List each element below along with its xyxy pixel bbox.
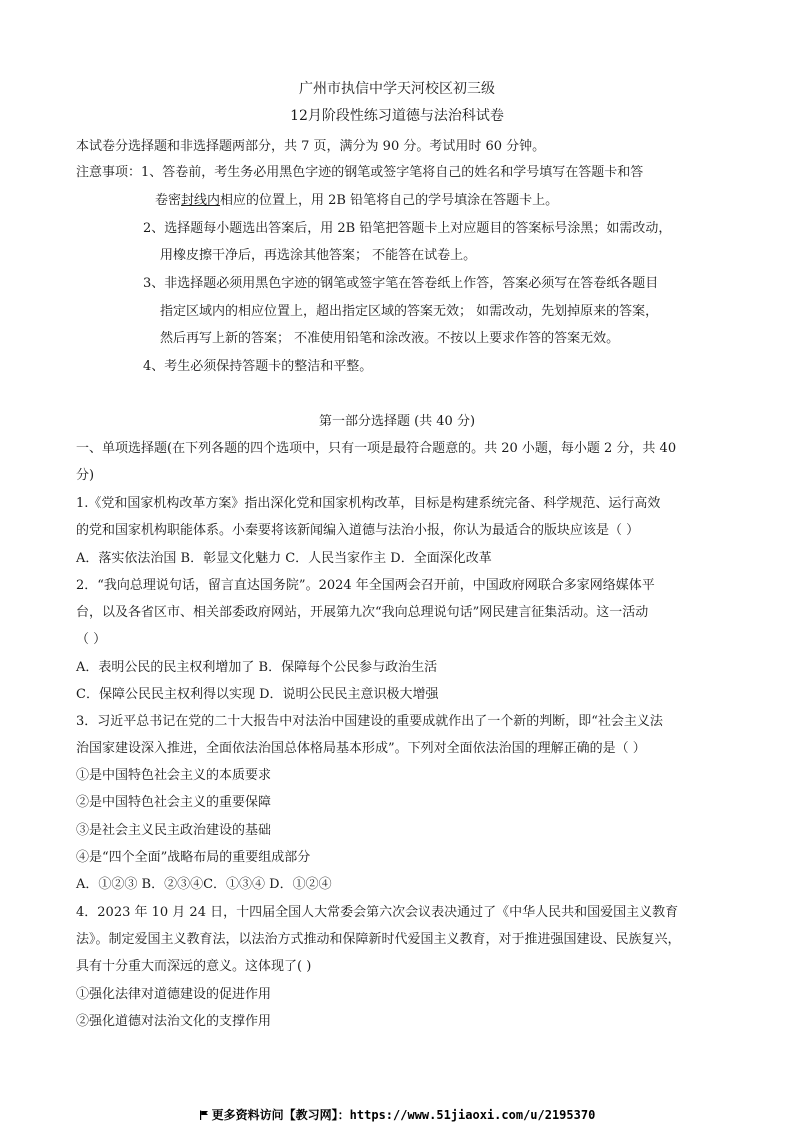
exam-school-title: 广州市执信中学天河校区初三级 <box>299 81 495 97</box>
part-1-heading: 第一部分选择题 (共 40 分) <box>318 414 476 429</box>
question-1-stem-cont: 的党和国家机构职能体系。小秦要将该新闻编入道德与法治小报，你认为最适合的版块应该是（ ） <box>76 523 640 538</box>
flag-icon <box>199 1110 209 1120</box>
notice-2-line-1: 2、选择题每小题选出答案后，用 2B 铅笔把答题卡上对应题目的答案标号涂黑；如需改动， <box>143 221 672 236</box>
question-3-stem-cont: 治国家建设深入推进，全面依法治国总体格局基本形成”。下列对全面依法治国的理解正确的是（ ） <box>76 741 646 756</box>
question-2-blank: （ ） <box>76 632 107 647</box>
section-1-instructions-cont: 分) <box>76 468 95 483</box>
question-1-stem: 1.《党和国家机构改革方案》指出深化党和国家机构改革，目标是构建系统完备、科学规范、运行高效 <box>76 496 661 511</box>
question-2-options-cd: C．保障公民民主权利得以实现 D．说明公民民主意识极大增强 <box>76 687 439 702</box>
notice-3-line-1: 3、非选择题必须用黑色字迹的钢笔或签字笔在答卷纸上作答，答案必须写在答卷纸各题目 <box>143 276 659 291</box>
notice-1-line-2 <box>155 191 558 211</box>
notice-2-line-2: 用橡皮擦干净后，再选涂其他答案； 不能答在试卷上。 <box>160 248 477 263</box>
notice-3-line-3: 然后再写上新的答案； 不准使用铅笔和涂改液。不按以上要求作答的答案无效。 <box>160 331 620 346</box>
question-4-statement-2: ②强化道德对法治文化的支撑作用 <box>76 1014 272 1029</box>
question-2-stem-cont: 台，以及各省区市、相关部委政府网站，开展第九次“我向总理说句话”网民建言征集活动。这一活动 <box>76 605 649 620</box>
question-2-options-ab: A．表明公民的民主权利增加了 B．保障每个公民参与政治生活 <box>76 660 438 675</box>
question-1-options: A．落实依法治国 B．彰显文化魅力 C．人民当家作主 D．全面深化改革 <box>76 551 492 566</box>
question-3-statement-3: ③是社会主义民主政治建设的基础 <box>76 823 272 838</box>
notice-3-line-2: 指定区域内的相应位置上，超出指定区域的答案无效； 如需改动，先划掉原来的答案， <box>160 304 659 319</box>
question-4-stem-cont: 法》。制定爱国主义教育法，以法治方式推动和保障新时代爱国主义教育，对于推进强国建设、民族复兴， <box>76 932 681 947</box>
notice-4: 4、考生必须保持答题卡的整洁和平整。 <box>143 359 373 374</box>
question-3-options: A．①②③ B．②③④C．①③④ D．①②④ <box>76 877 332 892</box>
section-1-instructions: 一、单项选择题(在下列各题的四个选项中，只有一项是最符合题意的。共 20 小题，每小题 2 分，共 40 <box>76 441 677 456</box>
exam-intro: 本试卷分选择题和非选择题两部分，共 7 页，满分为 90 分。考试用时 60 分钟。 <box>76 139 546 154</box>
notice-underlined-text: 封线内 <box>181 193 221 208</box>
question-4-stem-end: 具有十分重大而深远的意义。这体现了( ) <box>76 959 312 974</box>
notice-text: 相应的位置上，用 2B 铅笔将自己的学号填涂在答题卡上。 <box>220 193 559 208</box>
question-3-statement-1: ①是中国特色社会主义的本质要求 <box>76 768 272 783</box>
notice-1-line-1: 注意事项：1、答卷前，考生务必用黑色字迹的钢笔或签字笔将自己的姓名和学号填写在答题卡和答 <box>76 165 644 180</box>
question-3-statement-4: ④是“四个全面”战略布局的重要组成部分 <box>76 850 311 865</box>
question-3-stem: 3．习近平总书记在党的二十大报告中对法治中国建设的重要成就作出了一个新的判断，即“社会主义法 <box>76 714 663 729</box>
question-3-statement-2: ②是中国特色社会主义的重要保障 <box>76 795 272 810</box>
question-4-statement-1: ①强化法律对道德建设的促进作用 <box>76 987 272 1002</box>
question-2-stem: 2．“我向总理说句话，留言直达国务院”。2024 年全国两会召开前，中国政府网联合多家网络媒体平 <box>76 578 655 593</box>
footer-text[interactable]: 更多资料访问【教习网】：https://www.51jiaoxi.com/u/2195370 <box>211 1108 596 1122</box>
exam-paper-title: 12月阶段性练习道德与法治科试卷 <box>290 108 504 124</box>
question-4-stem: 4．2023 年 10 月 24 日，十四届全国人大常委会第六次会议表决通过了《中华人民共和国爱国主义教育 <box>76 905 679 920</box>
notice-text: 卷密 <box>155 193 182 208</box>
footer-link[interactable] <box>0 1106 794 1123</box>
